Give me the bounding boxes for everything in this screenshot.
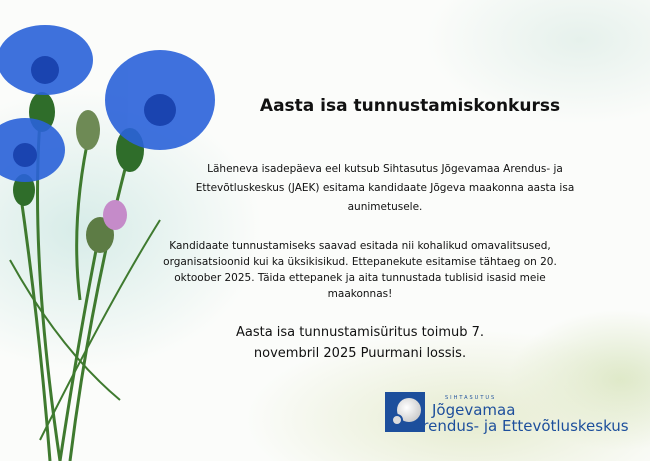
intro-paragraph: Läheneva isadepäeva eel kutsub Sihtasutus Jõgevamaa Arendus- ja Ettevõtluskeskus (JAEK) esitama kandidaate Jõgeva maakonna aasta isa aunimetusele. xyxy=(195,163,575,213)
logo-small-text: SIHTASUTUS xyxy=(445,395,497,401)
logo-line1: Jõgevamaa xyxy=(432,401,516,419)
event-paragraph: Aasta isa tunnustamisüritus toimub 7. novembril 2025 Puurmani lossis. xyxy=(235,325,485,361)
logo-line2: Arendus- ja Ettevõtluskeskus xyxy=(412,417,629,435)
cornflower-illustration xyxy=(0,0,240,461)
nomination-paragraph: Kandidaate tunnustamiseks saavad esitada nii kohalikud omavalitsused, organisatsioonid kui ka üksikisikud. Ettepanekute esitamise tähtaeg on 20. oktoober 2025. Täida ettepanek ja aita tunnustada tublisid isasid meie maakonnas! xyxy=(163,240,557,300)
page-title: Aasta isa tunnustamiskonkurss xyxy=(259,96,561,116)
jaek-logo xyxy=(385,390,629,435)
